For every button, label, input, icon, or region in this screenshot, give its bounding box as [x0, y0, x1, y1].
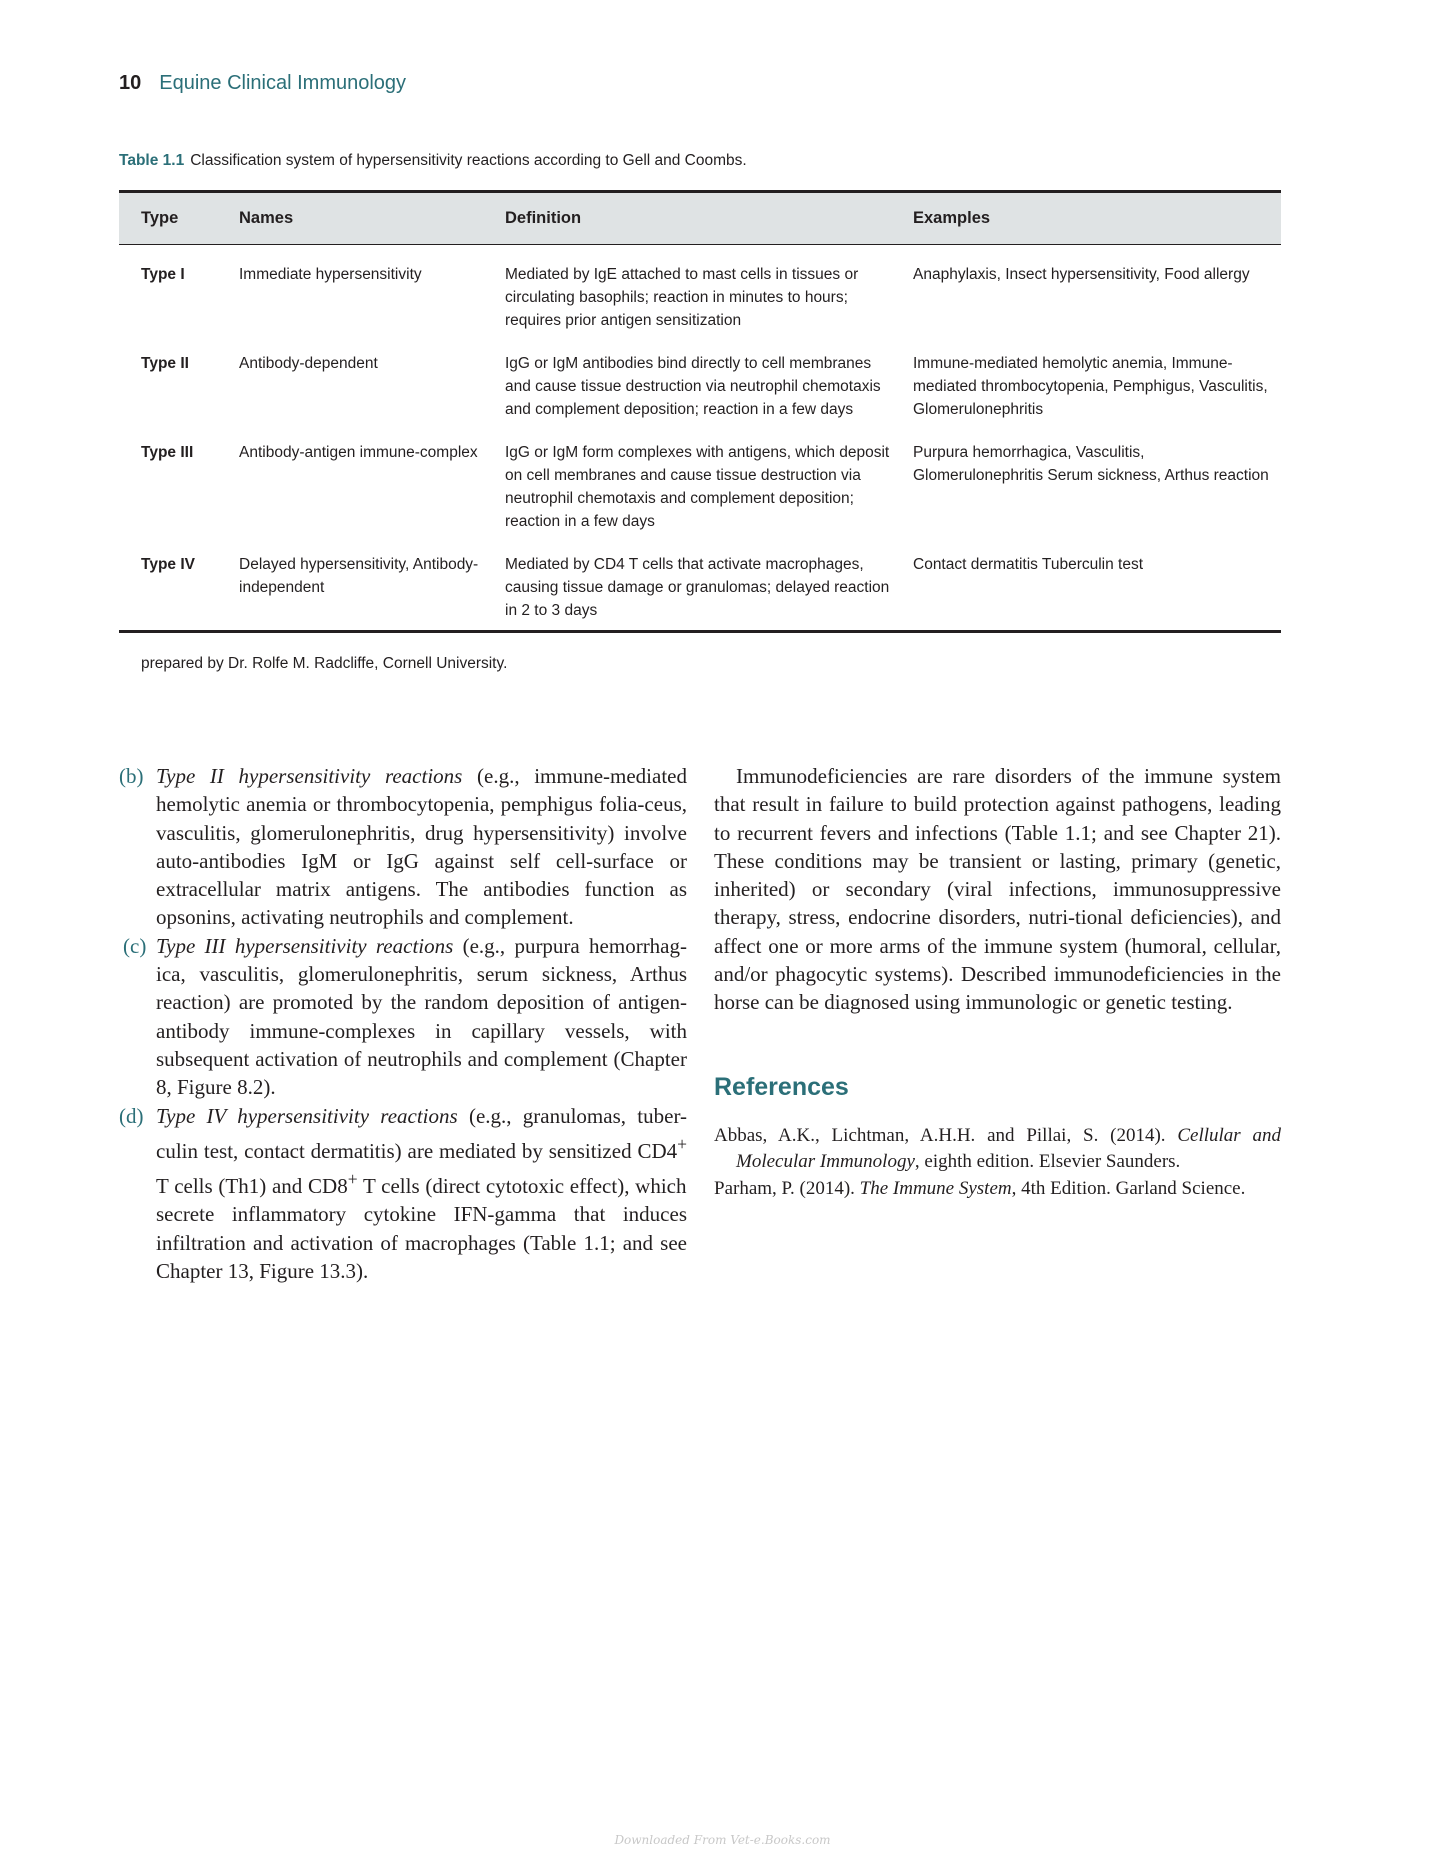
- item-label: (c): [123, 933, 147, 958]
- right-column: [714, 762, 1281, 1203]
- item-label: (d): [119, 1103, 144, 1128]
- superscript: +: [347, 1169, 358, 1190]
- item-text: (e.g., granulomas, tuber-culin test, contact dermatitis) are mediated by sensitized CD4: [156, 1103, 688, 1163]
- running-head: [119, 72, 406, 95]
- reference-title: The Immune System: [859, 1177, 1012, 1199]
- item-title: Type III hypersensitivity reactions: [156, 933, 454, 958]
- left-column: [119, 762, 687, 1285]
- cell-names: Antibody-antigen immune-complex: [239, 444, 478, 461]
- item-label: (b): [119, 764, 144, 788]
- item-text: T cells (Th1) and CD8: [156, 1174, 348, 1199]
- table-caption-text: Classification system of hypersensitivity reactions according to Gell and Coombs.: [190, 152, 747, 169]
- item-title: Type IV hypersensitivity reactions: [156, 1103, 458, 1128]
- header-examples: Examples: [903, 192, 1281, 245]
- cell-type: Type II: [141, 355, 189, 372]
- cell-definition: IgG or IgM form complexes with antigens, which deposit on cell membranes and cause tissue destruction via neutrophil chemotaxis and complement deposition; reaction in a few days: [505, 444, 890, 530]
- cell-names: Delayed hypersensitivity, Antibody-independent: [239, 556, 479, 596]
- cell-type: Type IV: [141, 556, 195, 573]
- cell-type: Type III: [141, 444, 194, 461]
- reference-publisher: , 4th Edition. Garland Science.: [1011, 1177, 1246, 1199]
- item-title: Type II hypersensitivity reactions: [156, 764, 463, 788]
- table-label: Table 1.1: [119, 152, 185, 169]
- table-row: [119, 352, 1281, 441]
- cell-definition: Mediated by IgE attached to mast cells in tissues or circulating basophils; reaction in minutes to hours; requires prior antigen sensitization: [505, 266, 859, 329]
- header-names: Names: [229, 192, 495, 245]
- reference-item: [714, 1176, 1281, 1202]
- reference-publisher: , eighth edition. Elsevier Saunders.: [914, 1150, 1181, 1172]
- cell-type: Type I: [141, 266, 185, 283]
- cell-examples: Purpura hemorrhagica, Vasculitis, Glomerulonephritis Serum sickness, Arthus reaction: [913, 444, 1269, 484]
- book-title: Equine Clinical Immunology: [159, 72, 407, 94]
- reference-item: [714, 1123, 1281, 1175]
- list-item-c: [119, 932, 687, 1102]
- header-type: Type: [119, 192, 229, 245]
- reference-authors: Abbas, A.K., Lichtman, A.H.H. and Pillai, S. (2014).: [714, 1124, 1178, 1146]
- item-text: (e.g., immune-mediated hemolytic anemia or thrombocytopenia, pemphigus folia-ceus, vasculitis, glomerulonephritis, drug hypersensitivity) involve auto-antibodies IgM or IgG against self cell-surface or extracellular matrix antigens. The antibodies function as opsonins, activating neutrophils and complement.: [156, 764, 687, 930]
- item-text: (e.g., purpura hemorrhag-ica, vasculitis, glomerulonephritis, serum sickness, Arthus reaction) are promoted by the random deposition of antigen-antibody immune-complexes in capillary vessels, with subsequent activation of neutrophils and complement (Chapter 8, Figure 8.2).: [156, 933, 687, 1100]
- references-heading: References: [714, 1072, 849, 1101]
- cell-examples: Contact dermatitis Tuberculin test: [913, 556, 1144, 573]
- reference-authors: Parham, P. (2014).: [714, 1177, 860, 1199]
- cell-examples: Anaphylaxis, Insect hypersensitivity, Food allergy: [913, 266, 1250, 283]
- table-row: [119, 245, 1281, 353]
- body-paragraph: Immunodeficiencies are rare disorders of the immune system that result in failure to build protection against pathogens, leading to recurrent fevers and infections (Table 1.1; and see Chapter 21). These conditions may be transient or lasting, primary (genetic, inherited) or secondary (viral infections, immunosuppressive therapy, stress, endocrine disorders, nutri-tional deficiencies), and affect one or more arms of the immune system (humoral, cellular, and/or phagocytic systems). Described immunodeficiencies in the horse can be diagnosed using immunologic or genetic testing.: [714, 764, 1281, 1015]
- cell-names: Antibody-dependent: [239, 355, 378, 372]
- hypersensitivity-table: [119, 190, 1281, 633]
- table-row: [119, 553, 1281, 632]
- item-text: T cells (direct cytotoxic effect), which secrete inflammatory cytokine IFN-gamma that induces infiltration and activation of macrophages (Table 1.1; and see Chapter 13, Figure 13.3).: [156, 1174, 687, 1284]
- download-watermark: Downloaded From Vet-e.Books.com: [614, 1833, 831, 1847]
- table-row: [119, 441, 1281, 553]
- page-number: 10: [119, 72, 142, 94]
- list-item-b: [119, 762, 687, 932]
- superscript: +: [677, 1133, 687, 1154]
- list-item-d: [119, 1102, 687, 1286]
- header-definition: Definition: [495, 192, 903, 245]
- table-header-row: [119, 192, 1281, 245]
- cell-examples: Immune-mediated hemolytic anemia, Immune-mediated thrombocytopenia, Pemphigus, Vasculitis, Glomerulonephritis: [913, 355, 1268, 418]
- cell-definition: IgG or IgM antibodies bind directly to cell membranes and cause tissue destruction via neutrophil chemotaxis and complement deposition; reaction in a few days: [505, 355, 881, 418]
- cell-names: Immediate hypersensitivity: [239, 266, 422, 283]
- cell-definition: Mediated by CD4 T cells that activate macrophages, causing tissue damage or granulomas; delayed reaction in 2 to 3 days: [505, 556, 890, 619]
- table-caption: [119, 152, 1279, 170]
- reference-title: Cellular and Molecular Immunology: [736, 1124, 1282, 1172]
- table-footnote: prepared by Dr. Rolfe M. Radcliffe, Cornell University.: [141, 655, 508, 672]
